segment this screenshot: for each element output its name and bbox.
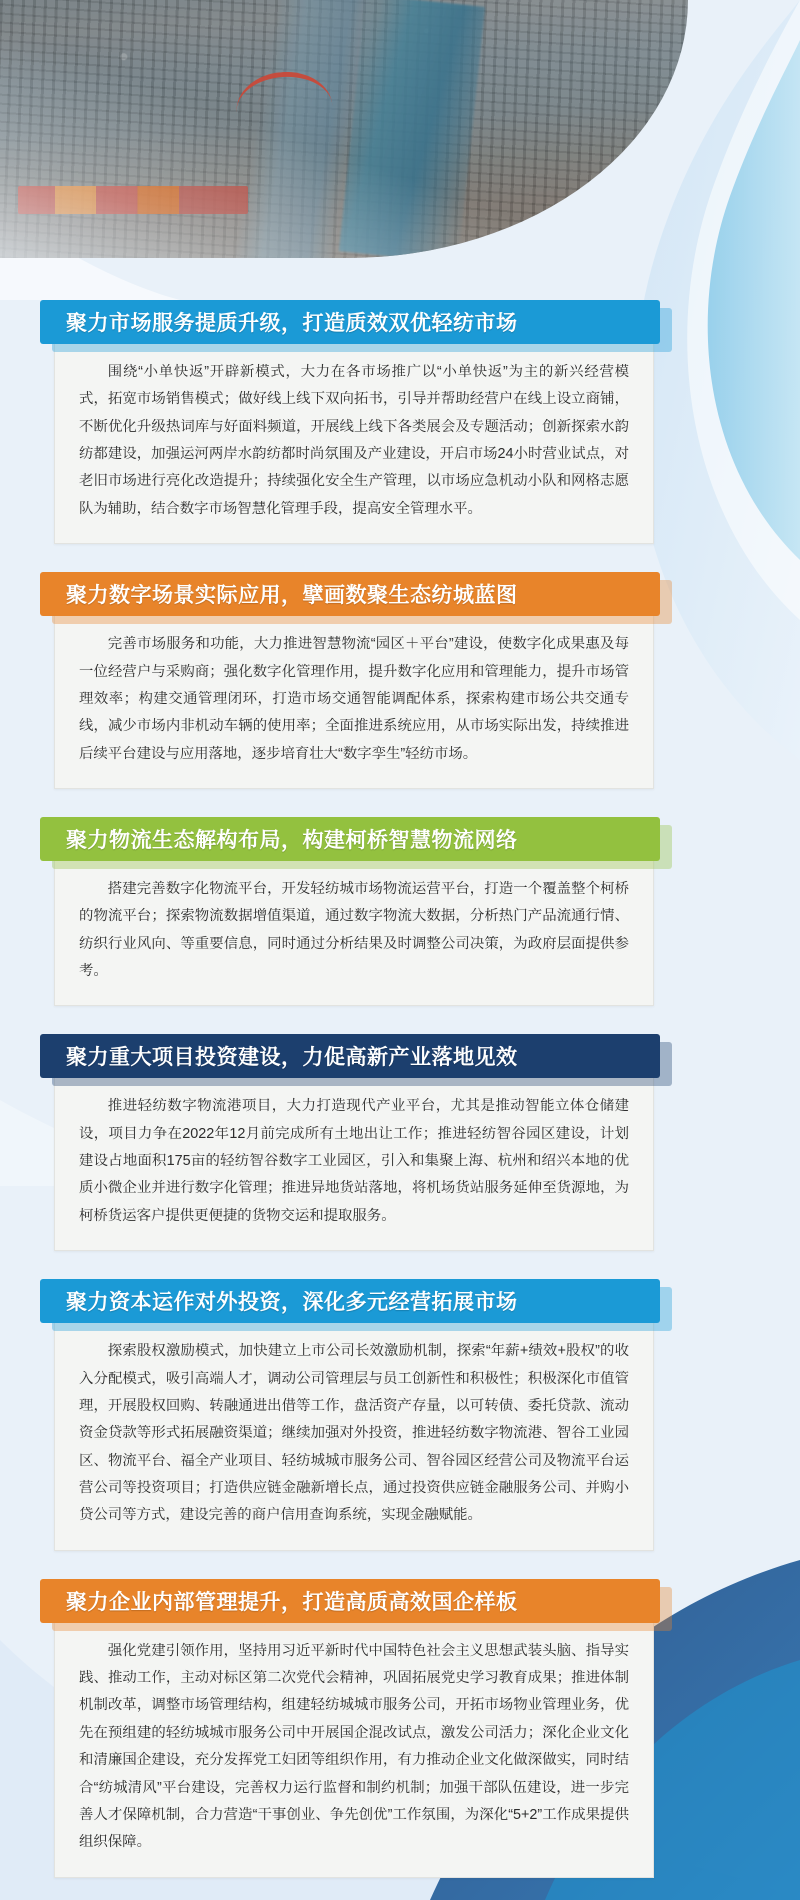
section-body-card xyxy=(54,1311,654,1551)
section-body-text: 推进轻纺数字物流港项目，大力打造现代产业平台，尤其是推动智能立体仓储建设，项目力争在2022年12月前完成所有土地出让工作；推进轻纺智谷园区建设，计划建设占地面积175亩的轻纺智谷数字工业园区，引入和集聚上海、杭州和绍兴本地的优质小微企业并进行数字化管理；推进异地货站落地，将机场货站服务延伸至货源地，为柯桥货运客户提供更便捷的货物交运和提取服务。 xyxy=(79,1098,629,1224)
section-body-text: 探索股权激励模式，加快建立上市公司长效激励机制，探索“年薪+绩效+股权”的收入分配模式，吸引高端人才，调动公司管理层与员工创新性和积极性；积极深化市值管理，开展股权回购、转融通进出借等工作，盘活资产存量，以可转债、委托贷款、流动资金贷款等形式拓展融资渠道；继续加强对外投资，推进轻纺数字物流港、智谷工业园区、物流平台、福全产业项目、轻纺城城市服务公司、智谷园区经营公司及物流平台运营公司等投资项目；打造供应链金融新增长点，通过投资供应链金融服务公司、并购小贷公司等方式，建设完善的商户信用查询系统，实现金融赋能。 xyxy=(79,1343,629,1524)
section-title: 聚力物流生态解构布局，构建柯桥智慧物流网络 xyxy=(66,828,518,852)
section-title-band xyxy=(40,817,660,861)
hero-image xyxy=(0,0,688,258)
section-title: 聚力市场服务提质升级，打造质效双优轻纺市场 xyxy=(66,312,518,335)
section-body-card xyxy=(54,1066,654,1251)
section-body-card xyxy=(54,1611,654,1878)
section-title: 聚力资本运作对外投资，深化多元经营拓展市场 xyxy=(66,1291,518,1315)
section-title: 聚力重大项目投资建设，力促高新产业落地见效 xyxy=(66,1046,518,1070)
section-capital-operation xyxy=(0,1279,800,1551)
section-body-text: 搭建完善数字化物流平台，开发轻纺城市场物流运营平台，打造一个覆盖整个柯桥的物流平台；探索物流数据增值渠道，通过数字物流大数据，分析热门产品流通行情、纺织行业风向、等重要信息，同时通过分析结果及时调整公司决策，为政府层面提供参考。 xyxy=(79,880,629,980)
section-body-card xyxy=(54,604,654,789)
section-major-projects xyxy=(0,1034,800,1251)
section-body-card xyxy=(54,849,654,1006)
section-title-band xyxy=(40,1579,660,1623)
section-body-text: 强化党建引领作用，坚持用习近平新时代中国特色社会主义思想武装头脑、指导实践、推动工作，主动对标区第二次党代会精神，巩固拓展党史学习教育成果；推进体制机制改革，调整市场管理结构，组建轻纺城城市服务公司，开拓市场物业管理业务，优先在预组建的轻纺城城市服务公司中开展国企混改试点，激发公司活力；深化企业文化和清廉国企建设，充分发挥党工妇团等组织作用，有力推动企业文化做深做实，同时结合“纺城清风”平台建设，完善权力运行监督和制约机制；加强干部队伍建设，进一步完善人才保障机制，合力营造“干事创业、争先创优”工作氛围，为深化“5+2”工作成果提供组织保障。 xyxy=(79,1642,629,1851)
section-digital-scene xyxy=(0,572,800,789)
section-title-band xyxy=(40,300,660,344)
hero-fade-overlay xyxy=(0,0,688,258)
section-body-card xyxy=(54,332,654,544)
section-internal-management xyxy=(0,1579,800,1878)
section-title: 聚力数字场景实际应用，擘画数聚生态纺城蓝图 xyxy=(66,584,518,608)
section-market-service xyxy=(0,300,800,544)
section-title-band xyxy=(40,1034,660,1078)
section-logistics-network xyxy=(0,817,800,1006)
section-title-band xyxy=(40,572,660,616)
section-body-text: 完善市场服务和功能，大力推进智慧物流“园区＋平台”建设，使数字化成果惠及每一位经营户与采购商；强化数字化管理作用，提升数字化应用和管理能力，提升市场管理效率；构建交通管理闭环，打造市场交通智能调配体系，探索构建市场公共交通专线，减少市场内非机动车辆的使用率；全面推进系统应用，从市场实际出发，持续推进后续平台建设与应用落地，逐步培育壮大“数字孪生”轻纺市场。 xyxy=(79,636,629,762)
section-body-text: 围绕“小单快返”开辟新模式，大力在各市场推广以“小单快返”为主的新兴经营模式，拓宽市场销售模式；做好线上线下双向拓书，引导并帮助经营户在线上设立商铺，不断优化升级热词库与好面料频道，开展线上线下各类展会及专题活动；创新探索水韵纺都建设，加强运河两岸水韵纺都时尚氛围及产业建设，开启市场24小时营业试点，对老旧市场进行亮化改造提升；持续强化安全生产管理，以市场应急机动小队和网格志愿队为辅助，结合数字市场智慧化管理手段，提高安全管理水平。 xyxy=(79,364,629,517)
section-title-band xyxy=(40,1279,660,1323)
section-title: 聚力企业内部管理提升，打造高质高效国企样板 xyxy=(66,1590,518,1614)
sections-container xyxy=(0,300,800,1900)
